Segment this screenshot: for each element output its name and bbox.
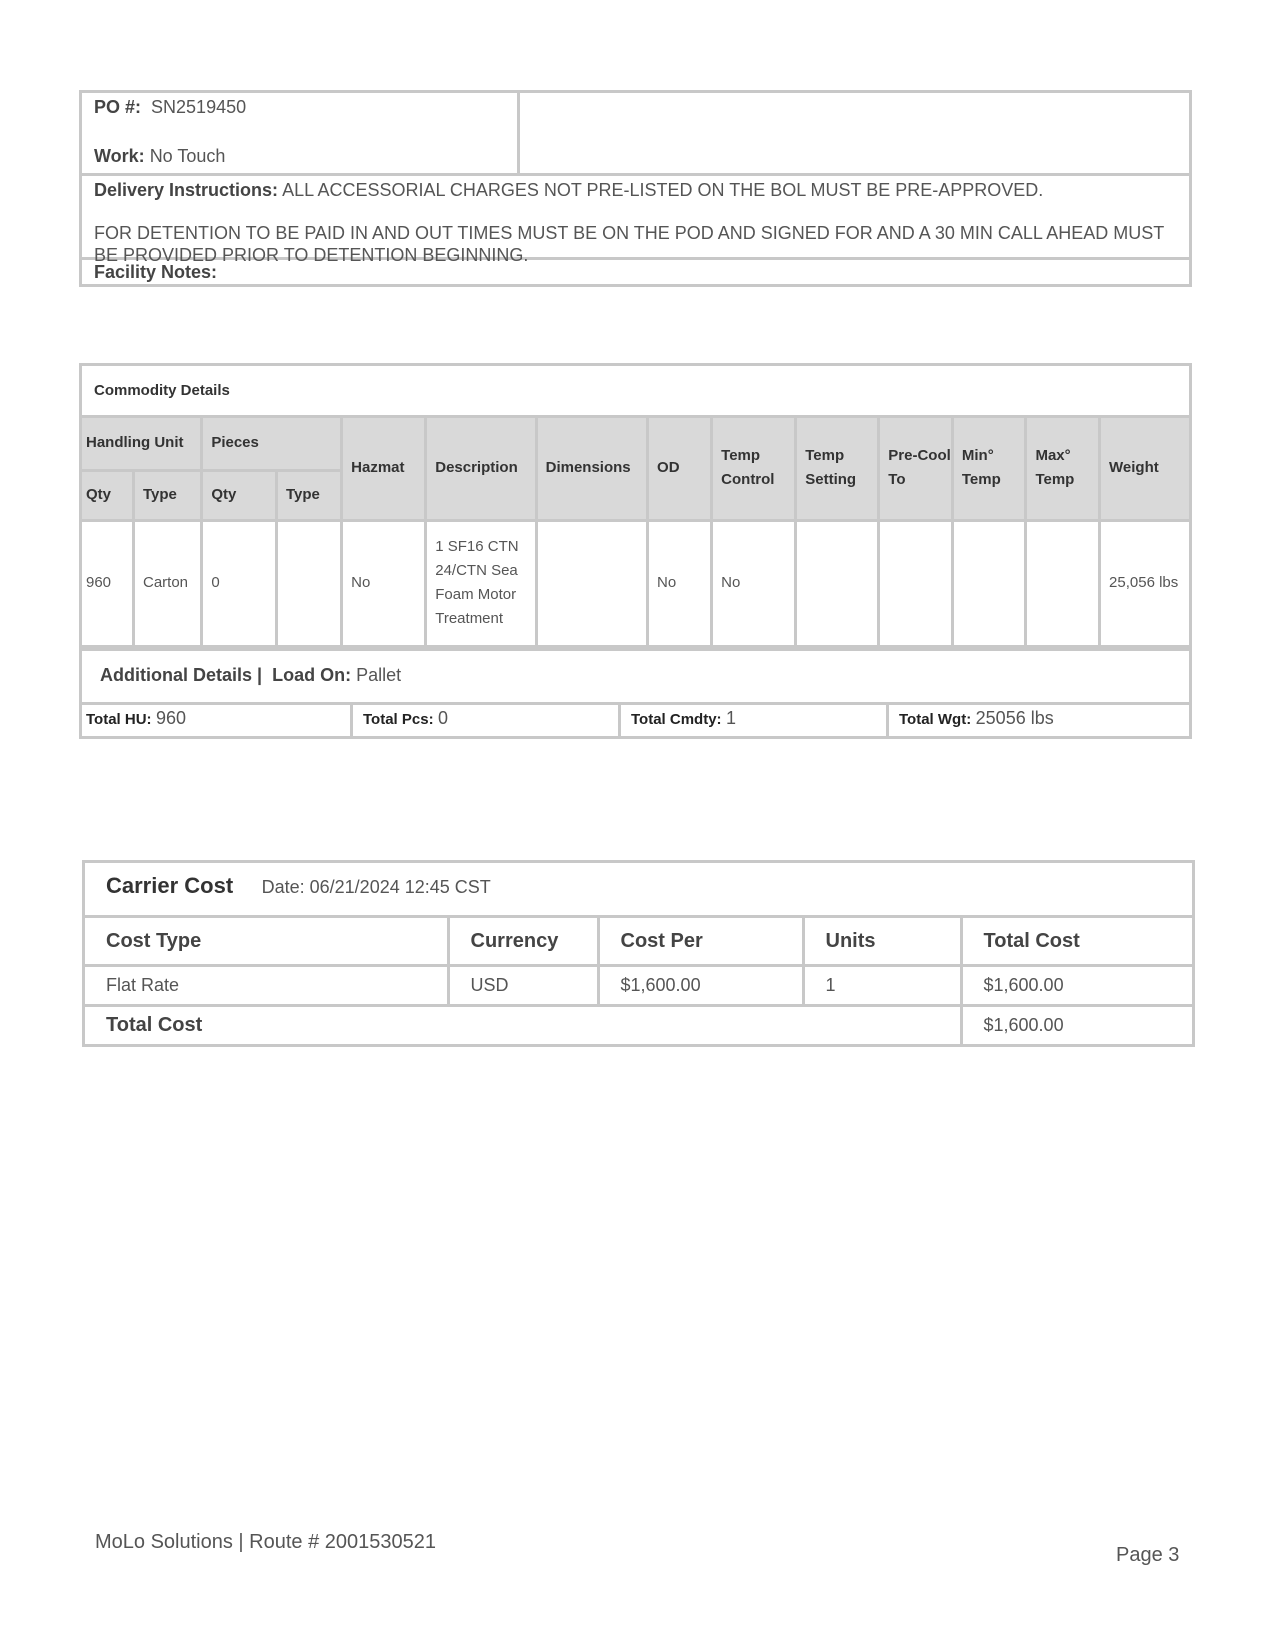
header-description: Description bbox=[426, 418, 536, 520]
delivery-line-2: FOR DETENTION TO BE PAID IN AND OUT TIMES MUST BE ON THE POD AND SIGNED FOR AND A 30 MIN CALL AHEAD MUST BE PROVIDED PRIOR TO DETENTION BEGINNING. bbox=[94, 223, 1164, 265]
work-value: No Touch bbox=[149, 146, 226, 166]
additional-details-label: Additional Details | bbox=[100, 664, 263, 685]
cell-weight: 25,056 lbs bbox=[1100, 520, 1189, 646]
cell-temp-setting bbox=[796, 520, 879, 646]
cost-cell-total: $1,600.00 bbox=[961, 966, 1192, 1006]
total-hu bbox=[82, 705, 353, 736]
header-temp-setting: Temp Setting bbox=[796, 418, 879, 520]
carrier-cost-date: Date: 06/21/2024 12:45 CST bbox=[261, 877, 491, 897]
header-hazmat: Hazmat bbox=[342, 418, 426, 520]
cost-cell-currency: USD bbox=[448, 966, 598, 1006]
cost-cell-units: 1 bbox=[803, 966, 961, 1006]
total-wgt bbox=[889, 705, 1189, 736]
total-hu-value: 960 bbox=[156, 707, 187, 728]
cost-cell-per: $1,600.00 bbox=[598, 966, 803, 1006]
header-min-temp: Min° Temp bbox=[952, 418, 1026, 520]
load-on-label: Load On: bbox=[272, 664, 352, 685]
cell-pcs-type bbox=[276, 520, 341, 646]
page-number: Page 3 bbox=[1116, 1544, 1180, 1566]
total-cmdty bbox=[621, 705, 889, 736]
total-cmdty-value: 1 bbox=[726, 707, 737, 728]
carrier-cost-box bbox=[82, 860, 1195, 1047]
cost-total-value: $1,600.00 bbox=[961, 1006, 1192, 1045]
total-wgt-value: 25056 lbs bbox=[975, 707, 1054, 728]
table-row bbox=[85, 966, 1192, 1006]
po-info-box bbox=[79, 90, 1192, 287]
additional-details bbox=[82, 648, 1189, 705]
cost-header-row bbox=[85, 918, 1192, 966]
cost-header-cost-type: Cost Type bbox=[85, 918, 448, 966]
cost-header-cost-per: Cost Per bbox=[598, 918, 803, 966]
po-work-cell bbox=[82, 93, 520, 173]
carrier-cost-header bbox=[85, 863, 1192, 918]
header-pcs-type: Type bbox=[276, 470, 341, 520]
facility-notes-label: Facility Notes: bbox=[94, 262, 218, 282]
total-cmdty-label: Total Cmdty: bbox=[631, 710, 722, 728]
total-pcs-label: Total Pcs: bbox=[363, 710, 434, 728]
footer-route: MoLo Solutions | Route # 2001530521 bbox=[95, 1531, 437, 1553]
header-pcs-qty: Qty bbox=[202, 470, 277, 520]
cell-pre-cool bbox=[879, 520, 953, 646]
cell-hazmat: No bbox=[342, 520, 426, 646]
po-number-row bbox=[94, 96, 517, 118]
po-number-label: PO #: bbox=[94, 97, 142, 117]
header-weight: Weight bbox=[1100, 418, 1189, 520]
header-pre-cool: Pre-Cool To bbox=[879, 418, 953, 520]
cost-cell-type: Flat Rate bbox=[85, 966, 448, 1006]
header-max-temp: Max° Temp bbox=[1026, 418, 1100, 520]
header-handling-unit: Handling Unit bbox=[82, 418, 202, 470]
cost-total-label: Total Cost bbox=[85, 1006, 961, 1045]
cell-max-temp bbox=[1026, 520, 1100, 646]
po-top-row bbox=[82, 93, 1189, 176]
cell-min-temp bbox=[952, 520, 1026, 646]
cell-description: 1 SF16 CTN 24/CTN Sea Foam Motor Treatment bbox=[426, 520, 536, 646]
po-number-value: SN2519450 bbox=[151, 97, 247, 117]
total-wgt-label: Total Wgt: bbox=[899, 710, 972, 728]
cost-header-total-cost: Total Cost bbox=[961, 918, 1192, 966]
cost-total-row bbox=[85, 1006, 1192, 1045]
po-empty-cell bbox=[520, 93, 1189, 173]
work-label: Work: bbox=[94, 146, 145, 166]
carrier-cost-title: Carrier Cost bbox=[106, 873, 234, 898]
header-hu-type: Type bbox=[134, 470, 202, 520]
cell-hu-qty: 960 bbox=[82, 520, 134, 646]
cost-header-currency: Currency bbox=[448, 918, 598, 966]
commodity-totals bbox=[82, 705, 1189, 736]
delivery-label: Delivery Instructions: bbox=[94, 180, 279, 200]
work-row bbox=[94, 145, 517, 167]
commodity-details-title: Commodity Details bbox=[82, 366, 1189, 418]
delivery-instructions bbox=[82, 176, 1189, 265]
cell-pcs-qty: 0 bbox=[202, 520, 277, 646]
cost-header-units: Units bbox=[803, 918, 961, 966]
header-temp-control: Temp Control bbox=[712, 418, 796, 520]
header-od: OD bbox=[648, 418, 712, 520]
header-dimensions: Dimensions bbox=[536, 418, 647, 520]
cell-od: No bbox=[648, 520, 712, 646]
cell-dimensions bbox=[536, 520, 647, 646]
commodity-table bbox=[82, 418, 1189, 648]
carrier-cost-table bbox=[85, 918, 1192, 1044]
total-pcs-value: 0 bbox=[438, 707, 449, 728]
cell-temp-control: No bbox=[712, 520, 796, 646]
total-pcs bbox=[353, 705, 621, 736]
header-hu-qty: Qty bbox=[82, 470, 134, 520]
header-pieces: Pieces bbox=[202, 418, 342, 470]
total-hu-label: Total HU: bbox=[86, 710, 152, 728]
delivery-line-1: ALL ACCESSORIAL CHARGES NOT PRE-LISTED ON THE BOL MUST BE PRE-APPROVED. bbox=[282, 180, 1044, 200]
commodity-details-box bbox=[79, 363, 1192, 739]
table-row bbox=[82, 520, 1189, 646]
load-on-value: Pallet bbox=[356, 664, 402, 685]
cell-hu-type: Carton bbox=[134, 520, 202, 646]
